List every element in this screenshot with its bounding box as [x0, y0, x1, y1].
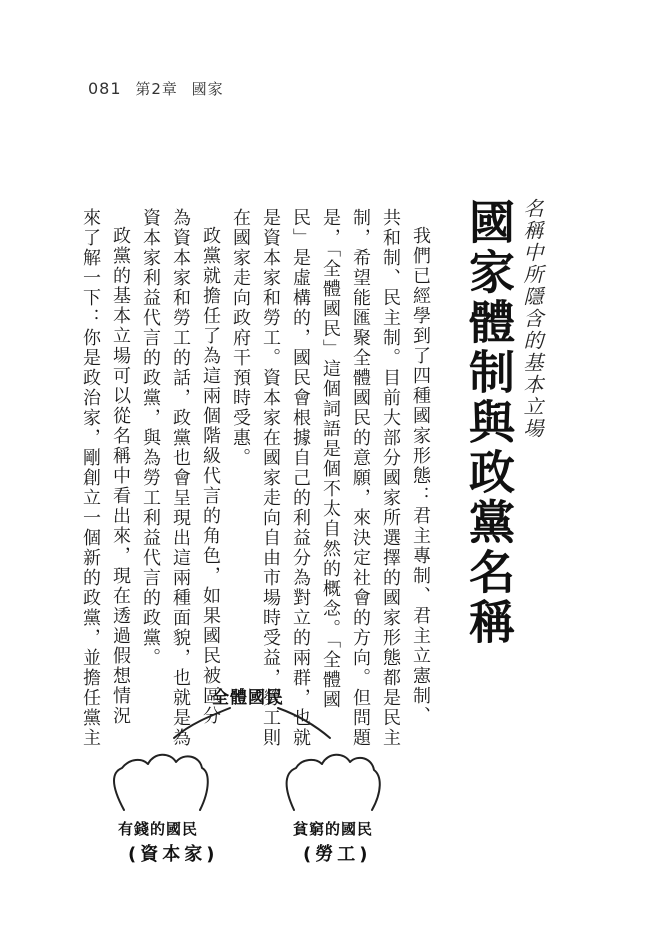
- body-line: 共和制、民主制。目前大部分國家所選擇的國家形態都是民主: [380, 208, 401, 748]
- body-line: 政黨就擔任了為這兩個階級代言的角色，如果國民被區分: [200, 226, 221, 726]
- body-line: 政黨的基本立場可以從名稱中看出來，現在透過假想情況: [110, 226, 131, 726]
- group-bubble-left: [114, 755, 208, 810]
- body-line: 是，「全體國民」這個詞語是個不太自然的概念。「全體國: [320, 208, 341, 710]
- all-citizens-label: 全體國民: [212, 688, 284, 708]
- section-subtitle: 名稱中所隱含的基本立場: [520, 198, 544, 440]
- body-line: 來了解一下：你是政治家，剛創立一個新的政黨，並擔任黨主: [80, 208, 101, 748]
- body-line: 資本家利益代言的政黨，與為勞工利益代言的政黨。: [140, 208, 161, 668]
- running-head: [88, 78, 232, 99]
- branch-line-left: [174, 708, 230, 738]
- page-number: 081: [88, 79, 122, 98]
- body-line: 在國家走向政府干預時受惠。: [230, 208, 251, 468]
- body-line: 是資本家和勞工。資本家在國家走向自由市場時受益，勞工則: [260, 208, 281, 748]
- section-title: 國家體制與政黨名稱: [462, 198, 516, 648]
- section-label: 國家: [191, 80, 224, 98]
- body-line: 制，希望能匯聚全體國民的意願，來決定社會的方向。但問題: [350, 208, 371, 748]
- chapter-label: 第2章: [135, 80, 178, 98]
- capitalist-label: (資本家): [128, 844, 219, 865]
- body-line: 民」是虛構的，國民會根據自己的利益分為對立的兩群，也就: [290, 208, 311, 748]
- body-line: 為資本家和勞工的話，政黨也會呈現出這兩種面貌，也就是為: [170, 208, 191, 748]
- branch-line-right: [278, 708, 330, 738]
- poor-citizens-label: 貧窮的國民: [293, 820, 374, 838]
- group-bubble-right: [287, 755, 380, 810]
- labor-label: (勞工): [303, 844, 372, 865]
- wealthy-citizens-label: 有錢的國民: [118, 820, 199, 838]
- body-line: 我們已經學到了四種國家形態：君主專制、君主立憲制、: [410, 226, 431, 726]
